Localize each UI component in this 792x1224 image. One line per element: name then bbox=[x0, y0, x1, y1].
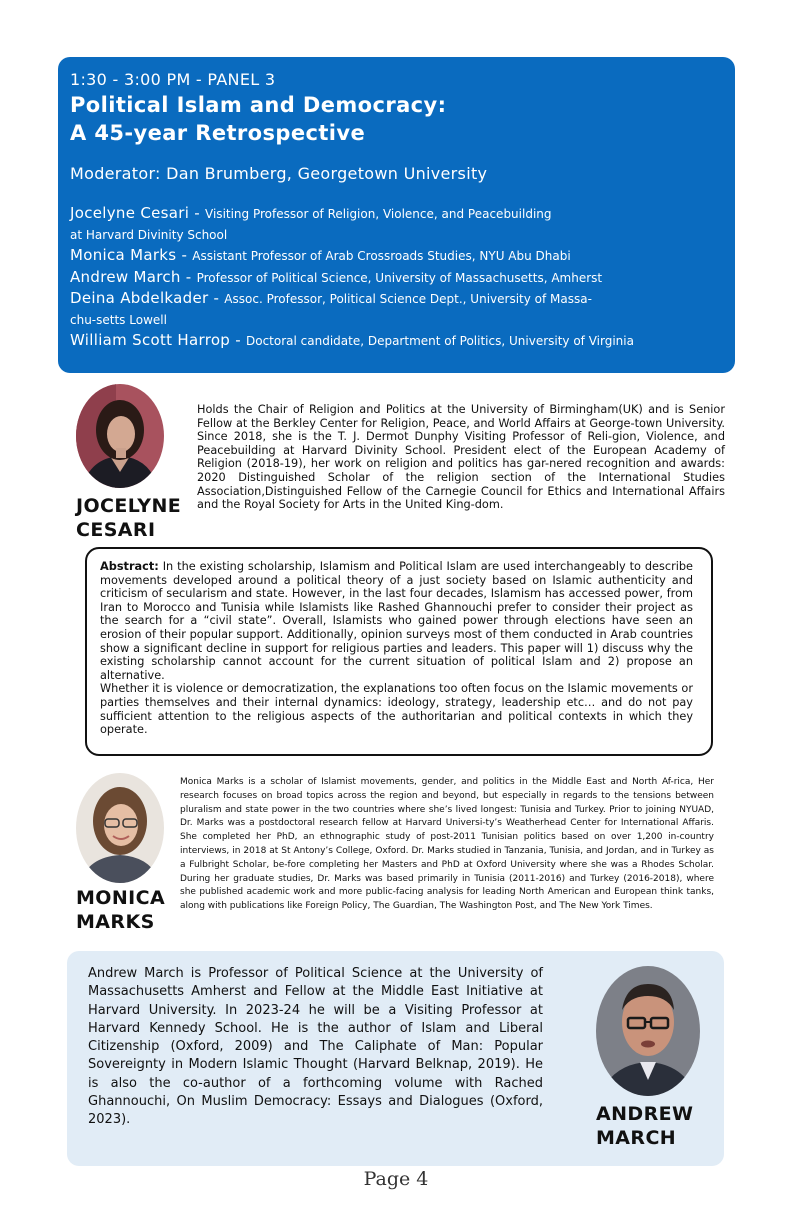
march-bio: Andrew March is Professor of Political Science at the University of Massachusetts Amherst and Fellow at the Middle East Initiative at Harvard University. In 2023-24 he will be a Visiting Professor at Harvard Kennedy School. He is the author of Islam and Liberal Citizenship (Oxford, 2009) and The Caliphate of Man: Popular Sovereignty in Modern Islamic Thought (Harvard Belknap, 2019). He is also the co-author of a forthcoming volume with Rached Ghannouchi, On Muslim Democracy: Essays and Dialogues (Oxford, 2023). bbox=[88, 966, 543, 1128]
panelist-item bbox=[70, 330, 723, 352]
abstract-text: In the existing scholarship, Islamism and Political Islam are used interchangeably to describe movements developed around a political theory of a just society based on Islamic authenticity and criticism of secularism and state. However, in the last four decades, Islamism has accessed power, from Iran to Morocco and Tunisia while Islamists like Rashed Ghannouchi prefer to consider their project as the search for a “civil state”. Overall, Islamists who gained power through elections have seen an erosion of their popular support. Additionally, opinion surveys most of them conducted in Arab countries show a significant decline in support for religious parties and leaders. This paper will 1) discuss why the existing scholarship cannot account for the current situation of political Islam and 2) propose an alternative. bbox=[100, 560, 693, 682]
panelist-name: William Scott Harrop - bbox=[70, 331, 246, 349]
marks-name-line1: MONICA bbox=[76, 887, 166, 909]
marks-name bbox=[76, 886, 165, 934]
marks-photo bbox=[76, 773, 164, 883]
panel-title-line2: A 45-year Retrospective bbox=[70, 121, 366, 145]
cesari-name-line2: CESARI bbox=[76, 519, 156, 541]
abstract-text-2: Whether it is violence or democratization, the explanations too often focus on the Islamic movements or parties themselves and their internal dynamics: ideology, strategy, leadership etc… and do not pay sufficient attention to the religious aspects of the authoritarian and political contexts in which they operate. bbox=[100, 682, 693, 737]
cesari-name bbox=[76, 494, 181, 542]
panelist-item bbox=[70, 267, 723, 289]
march-name-line1: ANDREW bbox=[596, 1103, 694, 1125]
panelist-item bbox=[70, 245, 723, 267]
marks-name-line2: MARKS bbox=[76, 911, 155, 933]
abstract-label: Abstract: bbox=[100, 560, 159, 573]
panelist-role: Doctoral candidate, Department of Politics, University of Virginia bbox=[245, 334, 634, 348]
march-photo bbox=[596, 966, 700, 1096]
panelist-role-continued: at Harvard Divinity School bbox=[70, 227, 228, 242]
panelist-name: Andrew March - bbox=[70, 267, 197, 286]
panel-header bbox=[58, 57, 735, 373]
abstract-box bbox=[85, 547, 713, 756]
panelist-role: Assistant Professor of Arab Crossroads Studies, NYU Abu Dhabi bbox=[192, 249, 571, 263]
march-name-line2: MARCH bbox=[596, 1127, 677, 1149]
panelist-item bbox=[70, 288, 723, 310]
panelist-role-continued: chu-setts Lowell bbox=[70, 312, 167, 327]
abstract-paragraph bbox=[100, 560, 693, 682]
panelist-name: Deina Abdelkader - bbox=[70, 289, 225, 307]
march-name bbox=[596, 1102, 694, 1150]
marks-bio: Monica Marks is a scholar of Islamist movements, gender, and politics in the Middle East and North Af-rica, Her research focuses on broad topics across the region and beyond, but especially in regards to the tensions between pluralism and state power in the two countries where she’s lived longest: Tunisia and Turkey. Prior to joining NYUAD, Dr. Marks was a postdoctoral research fellow at Harvard Universi-ty’s Weatherhead Center for International Affaris. She completed her PhD, an ethnographic study of post-2011 Tunisian politics based on over 1,200 in-country interviews, in 2018 at St Antony’s College, Oxford. Dr. Marks studied in Tanzania, Tunisia, and Jordan, and in Turkey as a Fulbright Scholar, be-fore completing her Masters and PhD at Oxford University where she was a Rhodes Scholar. During her graduate studies, Dr. Marks was based primarily in Tunisia (2011-2016) and Turkey (2016-2018), where she published academic work and more public-facing analysis for leading North American and European think tanks, along with publications like Foreign Policy, The Guardian, The Washington Post, and The New York Times. bbox=[180, 777, 714, 912]
panelist-name: Monica Marks - bbox=[70, 246, 193, 264]
panelist-role: Visiting Professor of Religion, Violence, and Peacebuilding bbox=[205, 207, 552, 221]
page-number: Page 4 bbox=[363, 1168, 429, 1190]
panelist-role: Assoc. Professor, Political Science Dept., University of Massa- bbox=[224, 292, 592, 306]
panel-title-line1: Political Islam and Democracy: bbox=[70, 93, 447, 117]
panel-moderator: Moderator: Dan Brumberg, Georgetown University bbox=[70, 164, 488, 183]
cesari-name-line1: JOCELYNE bbox=[76, 495, 182, 517]
cesari-photo bbox=[76, 384, 164, 488]
panelist-name: Jocelyne Cesari - bbox=[70, 204, 206, 222]
panelist-list bbox=[70, 203, 723, 352]
panelist-role: Professor of Political Science, University of Massachusetts, Amherst bbox=[196, 270, 603, 285]
cesari-bio: Holds the Chair of Religion and Politics at the University of Birmingham(UK) and is Senior Fellow at the Berkley Center for Religion, Peace, and World Affairs at George-town University. Since 2018, she is the T. J. Dermot Dunphy Visiting Professor of Reli-gion, Violence, and Peacebuilding at Harvard Divinity School. President elect of the European Academy of Religion (2018-19), her work on religion and politics has gar-nered recognition and awards: 2020 Distinguished Scholar of the religion section of the International Studies Association,Distinguished Fellow of the Carnegie Council for Ethics and International Affairs and the Royal Society for Arts in the United King-dom. bbox=[197, 403, 725, 512]
panel-time: 1:30 - 3:00 PM - PANEL 3 bbox=[70, 70, 276, 89]
panelist-item bbox=[70, 203, 723, 225]
